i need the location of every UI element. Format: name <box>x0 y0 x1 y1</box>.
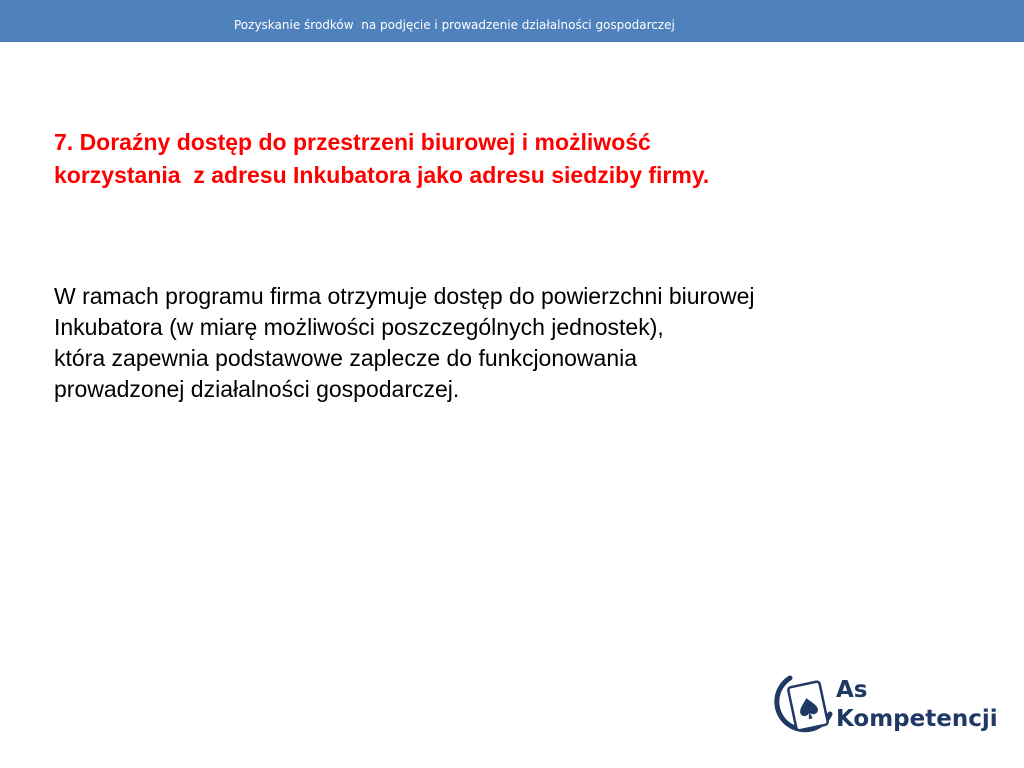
slide-body-line: Inkubatora (w miarę możliwości poszczególnych jednostek), <box>54 314 664 340</box>
slide-body-line: prowadzonej działalności gospodarczej. <box>54 376 460 402</box>
slide-body-line: W ramach programu firma otrzymuje dostęp do powierzchni biurowej <box>54 283 755 309</box>
header-title: Pozyskanie środków na podjęcie i prowadzenie działalności gospodarczej <box>234 18 675 32</box>
logo-text-kompetencji: Kompetencji <box>836 706 998 732</box>
slide-heading <box>54 126 974 192</box>
card-spade-icon <box>770 670 834 742</box>
slide-heading-line: korzystania z adresu Inkubatora jako adresu siedziby firmy. <box>54 162 710 188</box>
logo-text-as: As <box>836 677 868 703</box>
slide-body-line: która zapewnia podstawowe zaplecze do funkcjonowania <box>54 345 638 371</box>
as-kompetencji-logo <box>770 670 998 742</box>
slide-heading-line: 7. Doraźny dostęp do przestrzeni biurowej i możliwość <box>54 129 651 155</box>
slide-body <box>54 281 984 405</box>
header-bar <box>0 0 1024 42</box>
logo-text <box>836 676 998 734</box>
